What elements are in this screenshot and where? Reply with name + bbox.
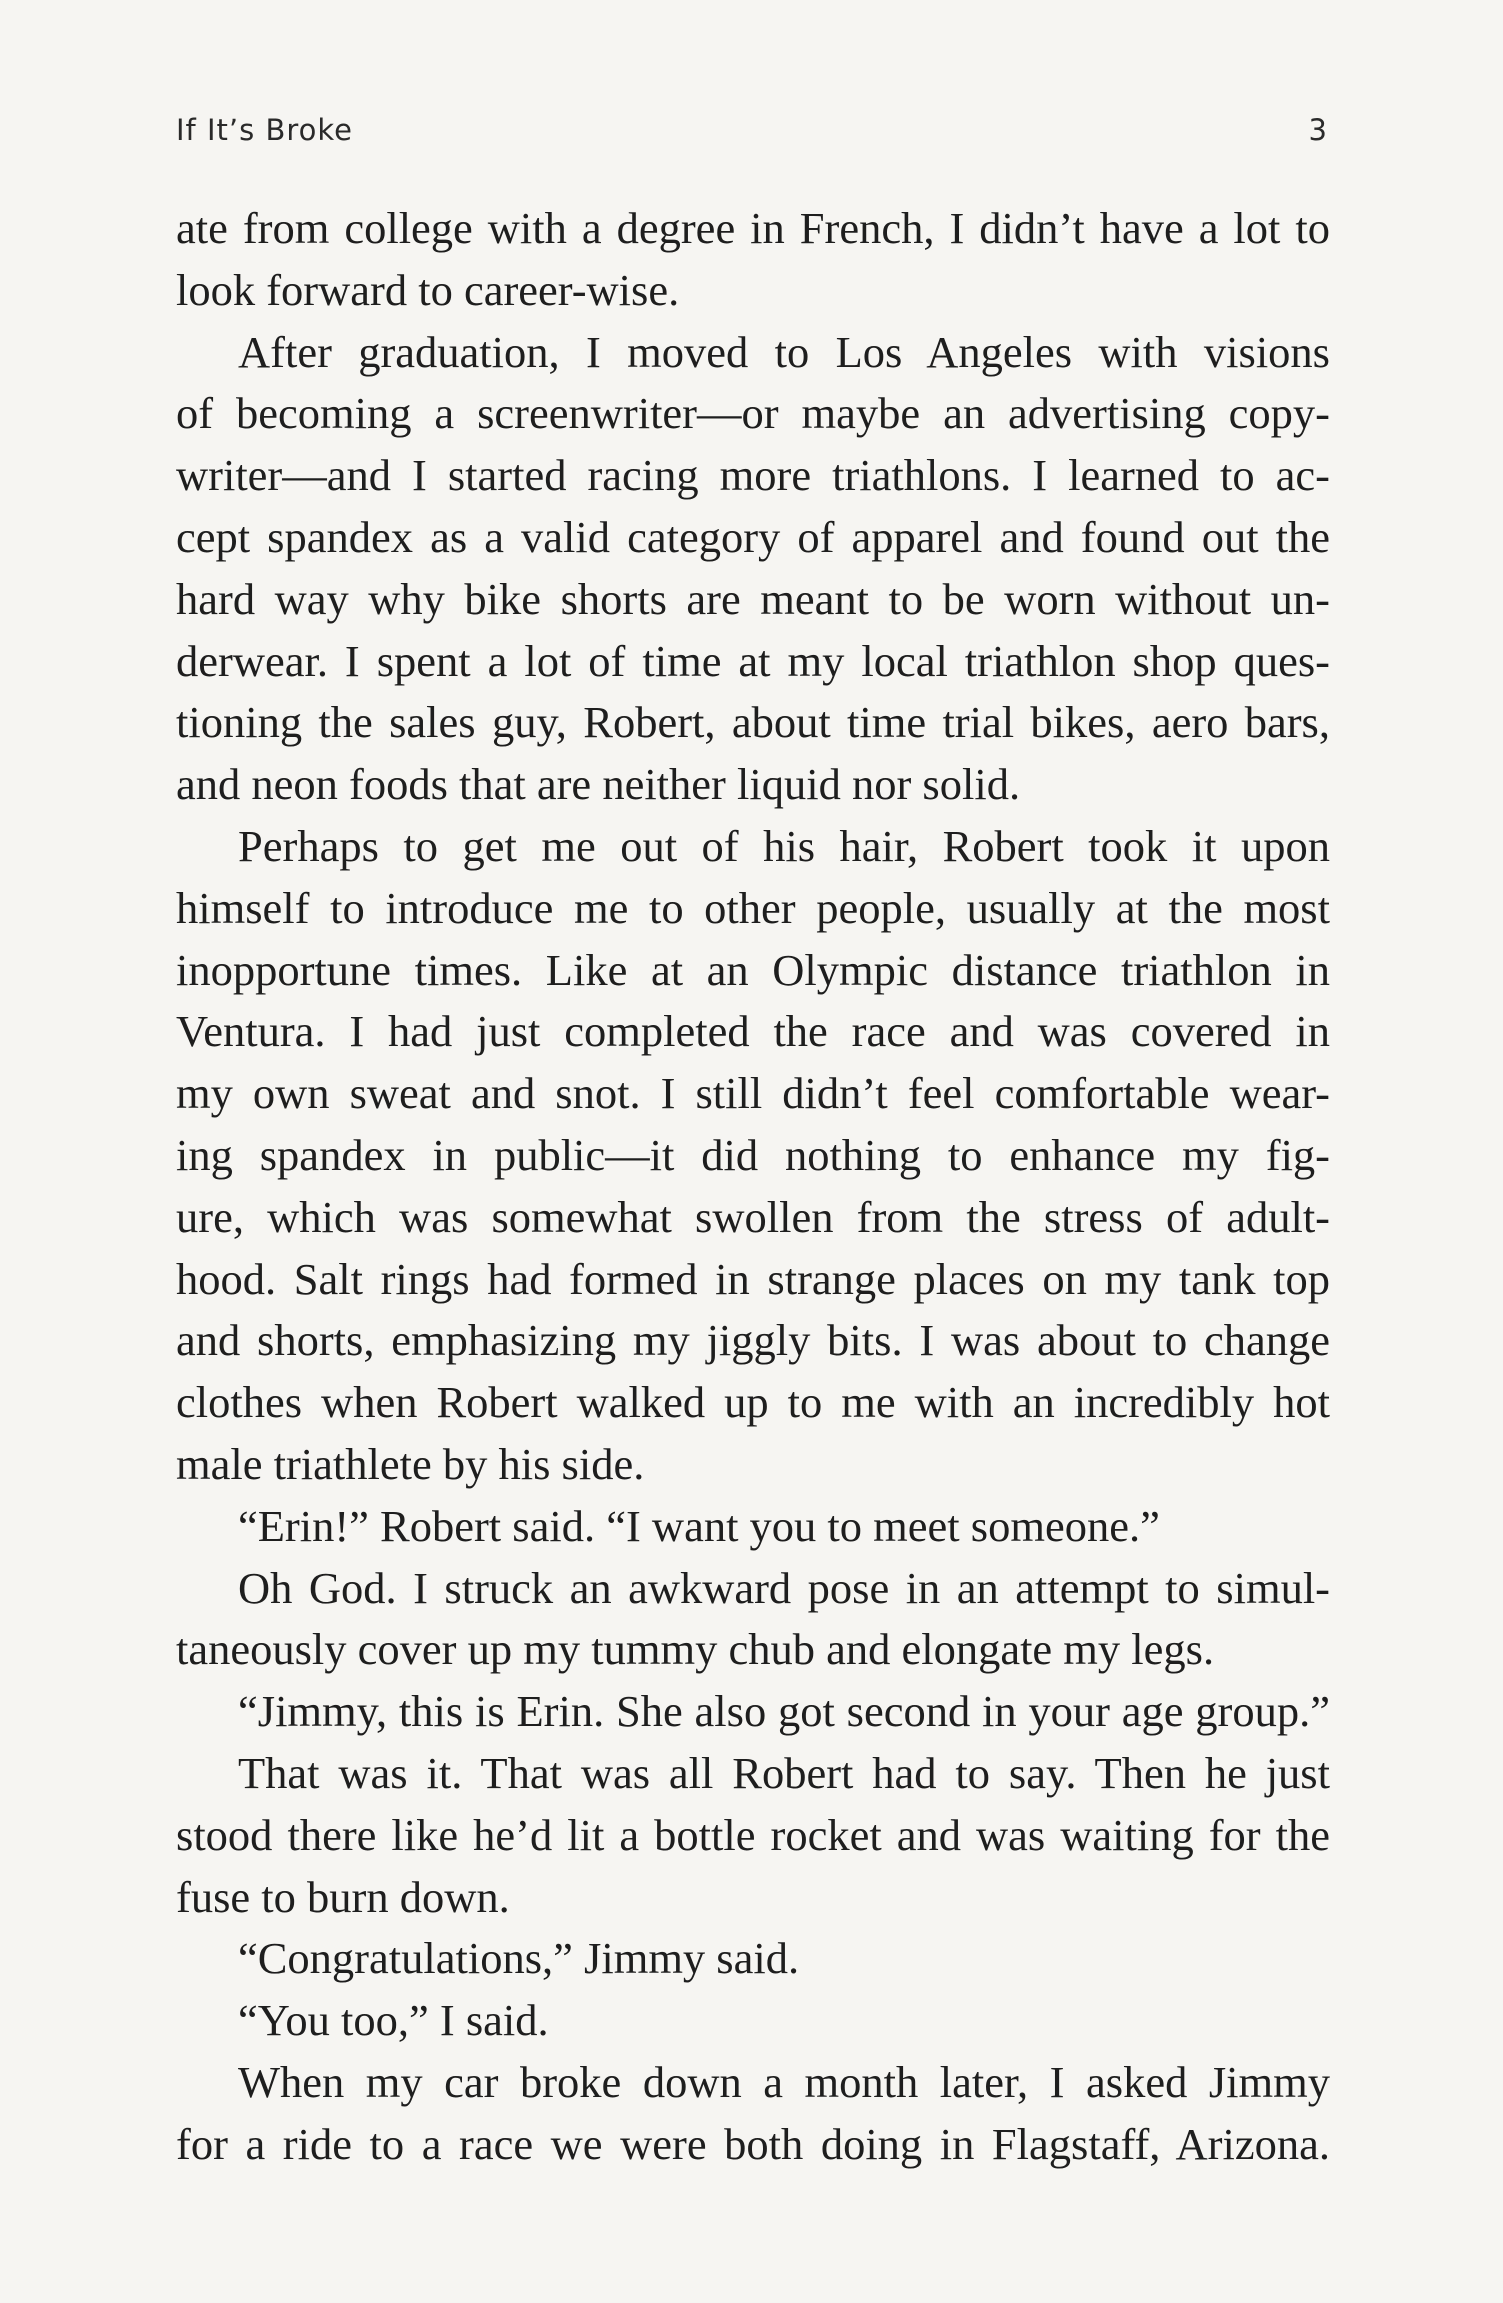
text-line: Oh God. I struck an awkward pose in an attempt to simul- — [238, 1562, 1330, 1613]
text-line: “Erin!” Robert said. “I want you to meet someone.” — [238, 1500, 1160, 1551]
text-line: Ventura. I had just completed the race and was covered in — [176, 1006, 1330, 1057]
text-line: When my car broke down a month later, I asked Jimmy — [238, 2056, 1330, 2107]
text-line: derwear. I spent a lot of time at my local triathlon shop ques- — [176, 635, 1330, 686]
body-text — [176, 198, 1330, 2176]
text-line: fuse to burn down. — [176, 1871, 510, 1922]
text-line: taneously cover up my tummy chub and elongate my legs. — [176, 1624, 1215, 1675]
text-line: ing spandex in public—it did nothing to enhance my fig- — [176, 1129, 1330, 1180]
text-line: and shorts, emphasizing my jiggly bits. I was about to change — [176, 1315, 1330, 1366]
text-line: ure, which was somewhat swollen from the stress of adult- — [176, 1191, 1330, 1242]
text-line: look forward to career-wise. — [176, 264, 680, 315]
text-line: tioning the sales guy, Robert, about time trial bikes, aero bars, — [176, 697, 1330, 748]
text-line: “Congratulations,” Jimmy said. — [238, 1933, 800, 1984]
text-line: clothes when Robert walked up to me with an incredibly hot — [176, 1377, 1330, 1428]
text-line: hood. Salt rings had formed in strange places on my tank top — [176, 1253, 1330, 1304]
text-line: inopportune times. Like at an Olympic distance triathlon in — [176, 944, 1330, 995]
text-line: hard way why bike shorts are meant to be worn without un- — [176, 573, 1330, 624]
text-line: male triathlete by his side. — [176, 1438, 645, 1489]
text-line: my own sweat and snot. I still didn’t feel comfortable wear- — [176, 1068, 1330, 1119]
text-line: “You too,” I said. — [238, 1995, 549, 2046]
text-line: stood there like he’d lit a bottle rocket and was waiting for the — [176, 1809, 1330, 1860]
text-line: of becoming a screenwriter—or maybe an advertising copy- — [176, 388, 1330, 439]
text-line: After graduation, I moved to Los Angeles with visions — [238, 326, 1330, 377]
text-line: for a ride to a race we were both doing in Flagstaff, Arizona. — [176, 2118, 1330, 2169]
text-line: himself to introduce me to other people, usually at the most — [176, 882, 1330, 933]
text-line: writer—and I started racing more triathlons. I learned to ac- — [176, 450, 1330, 501]
text-line: “Jimmy, this is Erin. She also got second in your age group.” — [238, 1686, 1330, 1737]
running-head-title: If It’s Broke — [176, 113, 353, 147]
text-line: cept spandex as a valid category of apparel and found out the — [176, 511, 1330, 562]
text-line: That was it. That was all Robert had to say. Then he just — [238, 1747, 1330, 1798]
text-line: ate from college with a degree in French, I didn’t have a lot to — [176, 203, 1330, 253]
text-line: and neon foods that are neither liquid nor solid. — [176, 759, 1021, 810]
page-number: 3 — [1308, 113, 1327, 147]
text-line: Perhaps to get me out of his hair, Robert took it upon — [238, 820, 1330, 871]
